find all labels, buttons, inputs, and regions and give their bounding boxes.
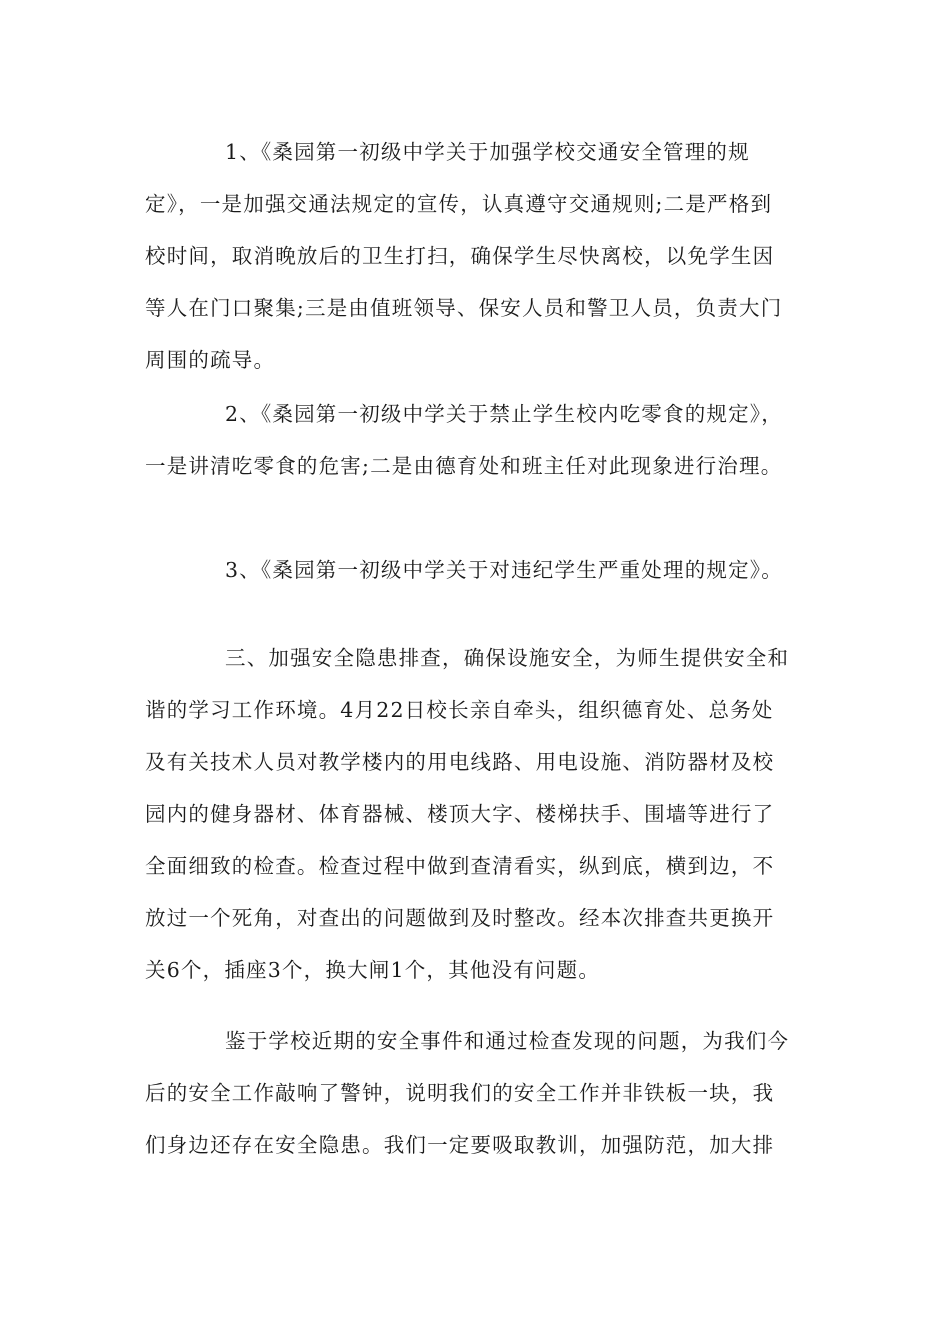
text-line: 园内的健身器材、体育器械、楼顶大字、楼梯扶手、围墙等进行了 bbox=[145, 802, 775, 826]
text-line: 后的安全工作敲响了警钟，说明我们的安全工作并非铁板一块，我 bbox=[145, 1081, 775, 1105]
text-line: 3、《桑园第一初级中学关于对违纪学生严重处理的规定》。 bbox=[225, 558, 783, 582]
paragraph-lessons-learned bbox=[145, 1015, 807, 1171]
text-line: 周围的疏导。 bbox=[145, 348, 276, 372]
text-line: 及有关技术人员对教学楼内的用电线路、用电设施、消防器材及校 bbox=[145, 750, 775, 774]
text-line: 们身边还存在安全隐患。我们一定要吸取教训，加强防范，加大排 bbox=[145, 1133, 775, 1157]
text-line: 1、《桑园第一初级中学关于加强学校交通安全管理的规 bbox=[225, 140, 750, 164]
paragraph-snack-rule bbox=[145, 388, 807, 492]
text-line: 全面细致的检查。检查过程中做到查清看实，纵到底，横到边，不 bbox=[145, 854, 775, 878]
text-line: 三、加强安全隐患排查，确保设施安全，为师生提供安全和 bbox=[225, 646, 790, 670]
text-line: 定》，一是加强交通法规定的宣传，认真遵守交通规则;二是严格到 bbox=[145, 192, 773, 216]
text-line: 鉴于学校近期的安全事件和通过检查发现的问题，为我们今 bbox=[225, 1029, 790, 1053]
paragraph-hazard-inspection bbox=[145, 632, 807, 996]
text-line: 关6个，插座3个，换大闸1个，其他没有问题。 bbox=[145, 958, 601, 982]
text-line: 放过一个死角，对查出的问题做到及时整改。经本次排查共更换开 bbox=[145, 906, 775, 930]
text-line: 一是讲清吃零食的危害;二是由德育处和班主任对此现象进行治理。 bbox=[145, 454, 783, 478]
text-line: 等人在门口聚集;三是由值班领导、保安人员和警卫人员，负责大门 bbox=[145, 296, 783, 320]
text-line: 谐的学习工作环境。4月22日校长亲自牵头，组织德育处、总务处 bbox=[145, 698, 774, 722]
paragraph-traffic-safety-rule bbox=[145, 126, 807, 386]
text-line: 2、《桑园第一初级中学关于禁止学生校内吃零食的规定》， bbox=[225, 402, 783, 426]
text-line: 校时间，取消晚放后的卫生打扫，确保学生尽快离校，以免学生因 bbox=[145, 244, 775, 268]
paragraph-discipline-rule bbox=[145, 544, 807, 596]
